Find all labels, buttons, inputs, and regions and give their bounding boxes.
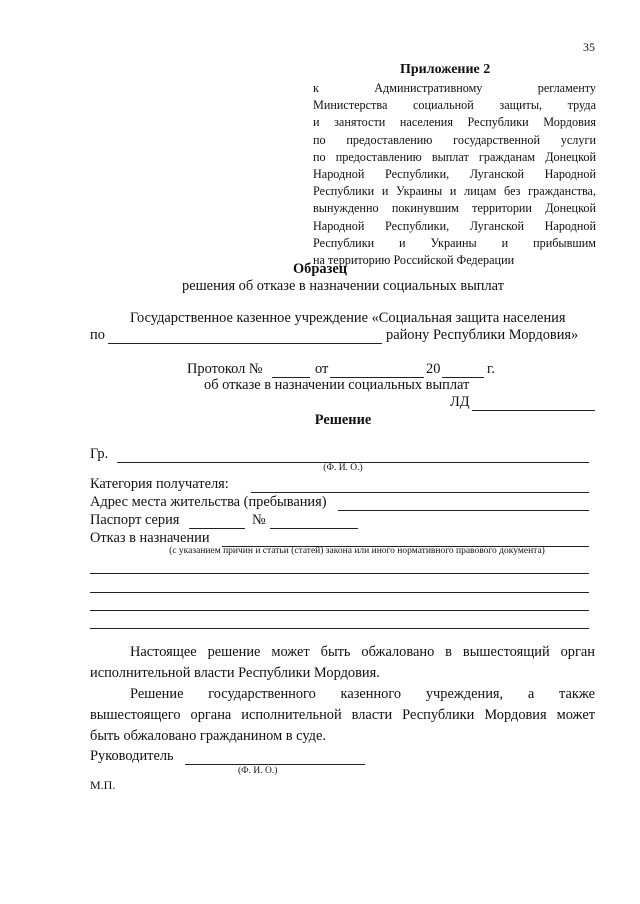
protocol-number-label: Протокол №: [187, 361, 263, 377]
reason-line: [90, 573, 589, 574]
protocol-subtitle: об отказе в назначении социальных выплат: [204, 377, 470, 393]
regulation-line: Народной Республики, Луганской Народной: [313, 218, 596, 233]
address-blank: [338, 510, 589, 511]
regulation-line: Народной Республики, Луганской Народной: [313, 166, 596, 181]
institution-suffix: району Республики Мордовия»: [386, 327, 579, 343]
sample-subtitle: решения об отказе в назначении социальных выплат: [182, 278, 504, 294]
ld-blank: [472, 410, 595, 411]
passport-number-label: №: [252, 512, 266, 528]
protocol-from-label: от: [315, 361, 329, 377]
appeal-paragraph: [90, 684, 595, 747]
appeal-line: Настоящее решение может быть обжаловано в вышестоящий орган: [130, 644, 595, 660]
reason-line: [90, 628, 589, 629]
refusal-note: (с указанием причин и статьи (статей) закона или иного нормативного правового документа): [169, 546, 545, 556]
appeal-line: Решение государственного казенного учреждения, а также: [130, 686, 595, 702]
head-fio-note: (Ф. И. О.): [238, 766, 278, 776]
page-number: 35: [583, 40, 595, 54]
regulation-line: по предоставлению государственной услуги: [313, 132, 596, 147]
regulation-line: и занятости населения Республики Мордовия: [313, 115, 596, 130]
fio-note: (Ф. И. О.): [323, 463, 363, 473]
regulation-line: по предоставлению выплат гражданам Донецкой: [313, 149, 596, 164]
regulation-reference: [313, 80, 596, 269]
regulation-line: Республики и Украины и лицам без гражданства,: [313, 184, 596, 199]
institution-prefix: по: [90, 327, 105, 343]
citizen-label: Гр.: [90, 446, 109, 462]
district-blank: [108, 343, 382, 344]
appeal-line: вышестоящего органа исполнительной власти Республики Мордовия может: [90, 707, 595, 723]
category-blank: [251, 492, 589, 493]
passport-series-blank: [189, 528, 245, 529]
category-label: Категория получателя:: [90, 476, 229, 492]
passport-series-label: Паспорт серия: [90, 512, 180, 528]
stamp-label: М.П.: [90, 778, 116, 792]
decision-title: Решение: [314, 412, 372, 428]
appeal-line: исполнительной власти Республики Мордовия.: [90, 665, 380, 681]
reason-line: [90, 592, 589, 593]
regulation-line: Республики и Украины и прибывшим: [313, 235, 596, 250]
head-label: Руководитель: [90, 748, 174, 764]
appeal-paragraph: [90, 642, 595, 684]
protocol-year-suffix: г.: [487, 361, 495, 377]
protocol-year-prefix: 20: [426, 361, 441, 377]
sample-title: Образец: [292, 261, 348, 277]
institution-line: Государственное казенное учреждение «Социальная защита населения: [130, 310, 566, 326]
reason-line: [90, 610, 589, 611]
head-signature-blank: [185, 764, 365, 765]
ld-label: ЛД: [450, 394, 470, 410]
regulation-line: Министерства социальной защиты, труда: [313, 98, 596, 113]
regulation-line: к Административному регламенту: [313, 81, 596, 95]
address-label: Адрес места жительства (пребывания): [90, 494, 327, 510]
regulation-line: на территорию Российской Федерации: [313, 252, 515, 267]
refusal-label: Отказ в назначении: [90, 530, 210, 546]
appeal-line: быть обжаловано гражданином в суде.: [90, 728, 326, 744]
appendix-title: Приложение 2: [400, 62, 491, 77]
regulation-line: вынужденно покинувшим территории Донецкой: [313, 201, 596, 216]
passport-number-blank: [270, 528, 358, 529]
